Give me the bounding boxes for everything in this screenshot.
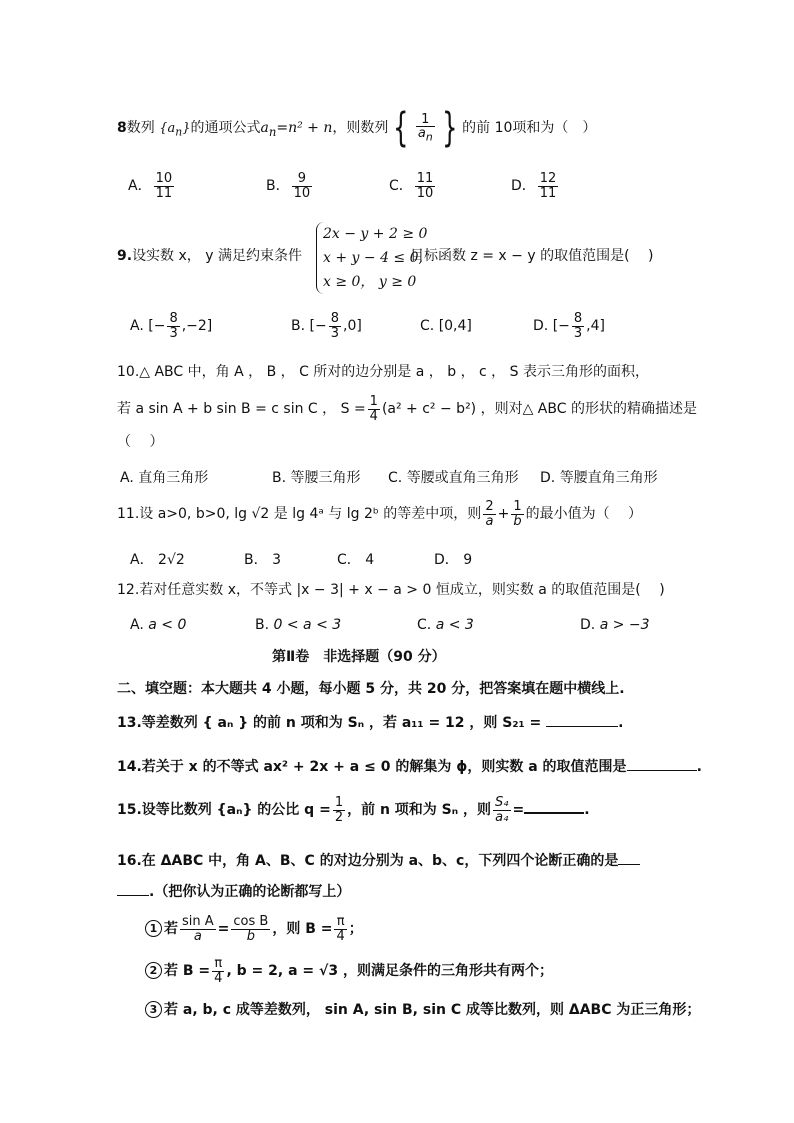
option-b: B. 0 < a < 3 <box>255 617 342 633</box>
statement-3: 3 若 a, b, c 成等差数列， sin A, sin B, sin C 成等比数列，则 ΔABC 为正三角形； <box>145 1001 700 1019</box>
answer-blank[interactable] <box>546 714 618 727</box>
answer-blank[interactable] <box>627 758 697 771</box>
option-c: C． 4 <box>337 552 375 568</box>
option-a: A. [− $\frac{8}{3}$ ,−2] <box>130 311 213 341</box>
question-9-target: 目标函数 z = x − y 的取值范围是( ) <box>410 248 654 264</box>
option-a: A. a < 0 <box>130 617 187 633</box>
question-13: 13.等差数列 { aₙ } 的前 n 项和为 Sₙ ，若 a₁₁ = 12 ，则 S₂₁ = . <box>117 715 624 731</box>
section-title: 第Ⅱ卷 非选择题（90 分） <box>272 649 446 665</box>
option-b: B. 等腰三角形 <box>272 470 361 486</box>
option-d: D． 9 <box>434 552 473 568</box>
option-a: A． $\frac{10}{11}$ <box>128 171 173 201</box>
section-heading: 二、填空题：本大题共 4 小题，每小题 5 分，共 20 分，把答案填在题中横线上. <box>117 681 625 697</box>
option-a: A. 直角三角形 <box>120 470 209 486</box>
option-b: B． $\frac{9}{10}$ <box>266 171 311 201</box>
question-10-line2: 若 a sin A + b sin B = c sin C ， S = $\frac{1}{4}$ (a² + c² − b²) ，则对△ ABC 的形状的精确描述是 <box>117 393 697 424</box>
option-d: D. 等腰直角三角形 <box>540 470 658 486</box>
constraint-system: 2x − y + 2 ≥ 0 x + y − 4 ≤ 0, x ≥ 0， y ≥ 0 <box>316 222 427 294</box>
question-10-paren: （ ） <box>117 434 164 450</box>
circled-number: 1 <box>145 920 162 937</box>
option-d: D. [− $\frac{8}{3}$ ,4] <box>533 311 605 341</box>
answer-blank[interactable] <box>524 800 584 814</box>
question-16: 16.在 ΔABC 中，角 A、B、C 的对边分别为 a、b、c，下列四个论断正确的是 <box>117 852 640 870</box>
option-c: C. [0,4] <box>420 318 472 334</box>
question-9: 9.设实数 x， y 满足约束条件 <box>117 248 302 264</box>
option-c: C. a < 3 <box>417 617 474 633</box>
question-15: 15.设等比数列 {aₙ} 的公比 q = $\frac{1}{2}$ ，前 n 项和为 Sₙ ，则 $\frac{\text{S₄}}{\text{a₄}}$ = . <box>117 794 590 825</box>
option-c: C. 等腰或直角三角形 <box>388 470 519 486</box>
circled-number: 2 <box>145 962 162 979</box>
answer-blank-continued[interactable] <box>117 883 149 896</box>
option-a: A． 2√2 <box>130 552 185 568</box>
question-10: 10.△ ABC 中，角 A ， B ， C 所对的边分别是 a ， b ， c ， S 表示三角形的面积， <box>117 364 649 380</box>
option-d: D. a > −3 <box>580 617 650 633</box>
question-number: 8 <box>117 120 127 136</box>
option-b: B． 3 <box>244 552 281 568</box>
circled-number: 3 <box>145 1001 162 1018</box>
question-8: 8数列 $\{a_n\}$的通项公式$a_n=n^2 + n$，则数列 { $\frac{1}{a_n}$ } 的前 10项和为（ ） <box>117 105 597 151</box>
question-16-line2: .（把你认为正确的论断都写上） <box>117 883 350 901</box>
option-c: C． $\frac{11}{10}$ <box>389 171 434 201</box>
answer-blank[interactable] <box>618 852 640 865</box>
question-12: 12.若对任意实数 x，不等式 |x − 3| + x − a > 0 恒成立，则实数 a 的取值范围是( ) <box>117 582 665 598</box>
option-b: B. [− $\frac{8}{3}$ ,0] <box>291 311 362 341</box>
option-d: D． $\frac{12}{11}$ <box>511 171 557 201</box>
fraction: $\frac{1}{a_n}$ <box>417 111 433 144</box>
statement-2: 2 若 B = $\frac{\pi}{4}$ , b = 2, a = √3 ，则满足条件的三角形共有两个； <box>145 952 553 990</box>
question-11: 11.设 a>0, b>0, lg √2 是 lg 4ᵃ 与 lg 2ᵇ 的等差中项，则 $\frac{2}{a}$ + $\frac{1}{b}$ 的最小值为（ ） <box>117 498 643 529</box>
statement-1: 1 若 $\frac{\text{sin A}}{a}$ = $\frac{\text{cos B}}{b}$ ，则 B = $\frac{\pi}{4}$ ； <box>145 908 363 950</box>
question-14: 14.若关于 x 的不等式 ax² + 2x + a ≤ 0 的解集为 ϕ，则实数 a 的取值范围是 . <box>117 759 702 775</box>
